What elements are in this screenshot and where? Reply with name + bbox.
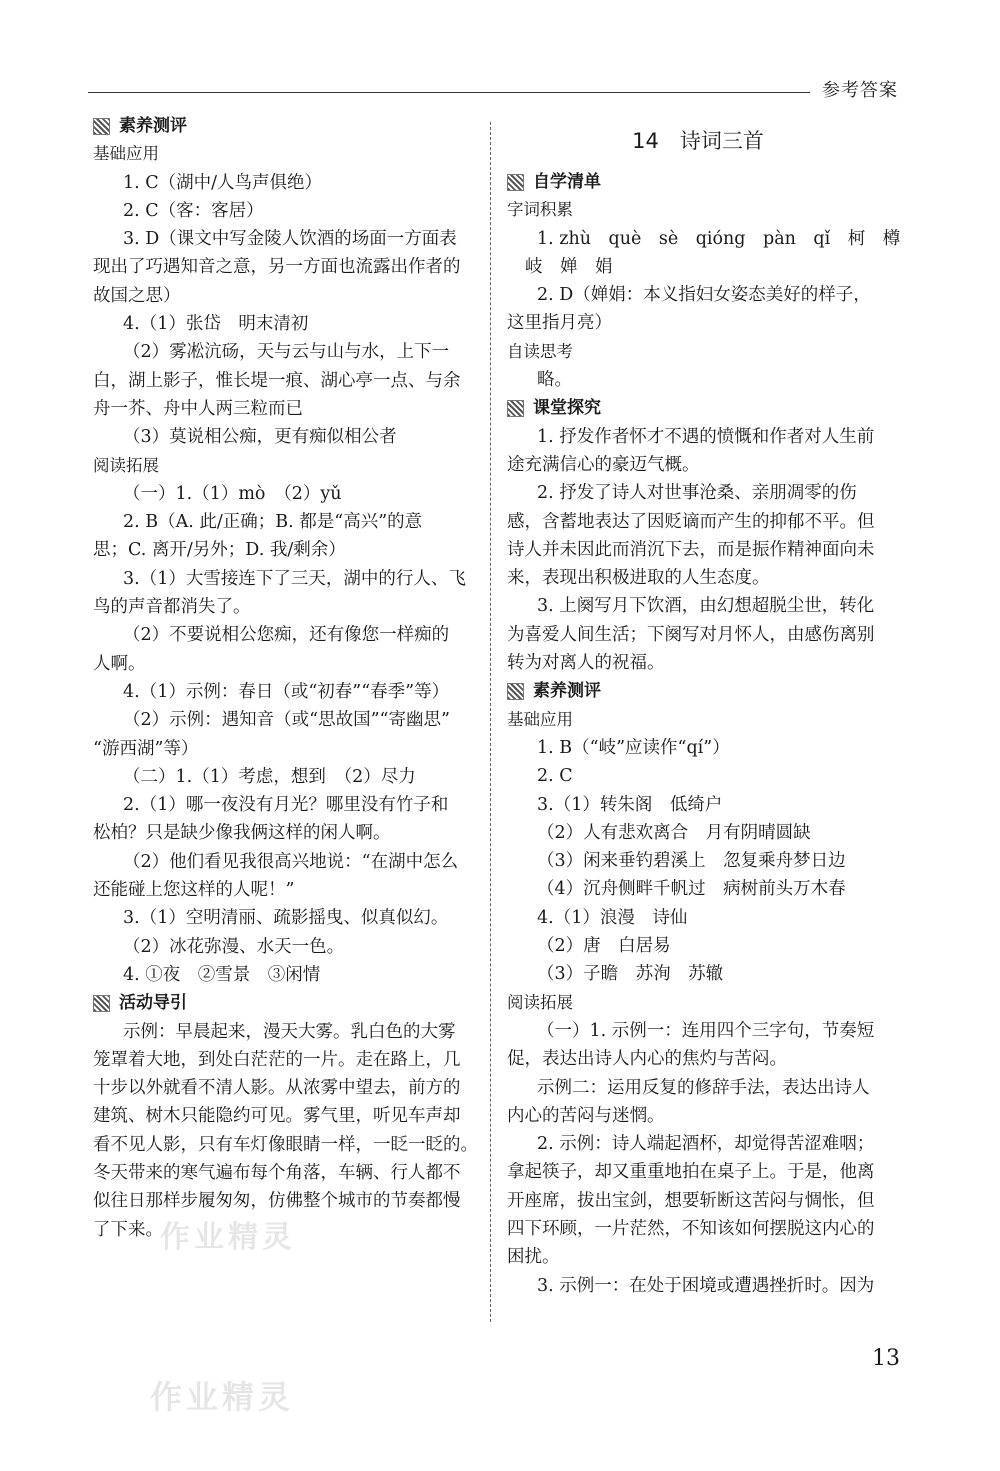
text-line: 3. D（课文中写金陵人饮酒的场面一方面表 bbox=[123, 229, 457, 250]
header-label: 参考答案 bbox=[822, 80, 898, 101]
header-rule bbox=[88, 92, 810, 93]
text-line: 3.（1）空明清丽、疏影摇曳、似真似幻。 bbox=[123, 908, 449, 929]
text-line: （4）沉舟侧畔千帆过 病树前头万木春 bbox=[537, 879, 846, 900]
text-line: 为喜爱人间生活；下阕写对月怀人，由感伤离别 bbox=[507, 624, 875, 645]
text-line: 1. C（湖中/人鸟声俱绝） bbox=[123, 172, 323, 193]
text-line: 感，含蓄地表达了因贬谪而产生的抑郁不平。但 bbox=[507, 511, 875, 532]
section-heading bbox=[93, 989, 475, 1017]
text-line: 现出了巧遇知音之意，另一方面也流露出作者的 bbox=[93, 257, 461, 278]
text-line: 4.（1）浪漫 诗仙 bbox=[537, 907, 688, 928]
text-line: 3.（1）转朱阁 低绮户 bbox=[537, 794, 723, 815]
section-heading-text: 自学清单 bbox=[533, 172, 601, 192]
subsection-label: 基础应用 bbox=[93, 144, 159, 164]
text-line: （一）1.（1）mò （2）yǔ bbox=[123, 483, 342, 504]
text-line: 促，表达出诗人内心的焦灼与苦闷。 bbox=[507, 1049, 787, 1070]
text-line: 松柏？只是缺少像我俩这样的闲人啊。 bbox=[93, 823, 391, 844]
text-line: 还能碰上您这样的人呢！” bbox=[93, 880, 295, 901]
text-line: （一）1. 示例一：连用四个三字句，节奏短 bbox=[537, 1020, 875, 1041]
section-heading-text: 活动导引 bbox=[119, 993, 187, 1014]
text-line: 2. 示例：诗人端起酒杯，却觉得苦涩难咽； bbox=[537, 1134, 875, 1155]
text-line: （3）闲来垂钓碧溪上 忽复乘舟梦日边 bbox=[537, 851, 846, 872]
text-line: 示例二：运用反复的修辞手法，表达出诗人 bbox=[537, 1077, 870, 1098]
subsection-label: 字词积累 bbox=[507, 200, 573, 220]
text-line: （2）他们看见我很高兴地说：“在湖中怎么 bbox=[123, 851, 459, 872]
text-line: 示例：早晨起来，漫天大雾。乳白色的大雾 bbox=[123, 1021, 456, 1042]
text-line: 2.（1）哪一夜没有月光？哪里没有竹子和 bbox=[123, 795, 449, 816]
text-line: 建筑、树木只能隐约可见。雾气里，听见车声却 bbox=[93, 1106, 461, 1127]
section-pattern-icon bbox=[93, 118, 110, 135]
text-line: 内心的苦闷与迷惘。 bbox=[507, 1105, 665, 1126]
text-line: 2. C（客：客居） bbox=[123, 200, 264, 221]
text-line: 2. B（A. 此/正确；B. 都是“高兴”的意 bbox=[123, 512, 423, 533]
text-line: 思；C. 离开/另外；D. 我/剩余） bbox=[93, 540, 346, 561]
text-line: 来，表现出积极进取的人生态度。 bbox=[507, 568, 770, 589]
watermark-text: 作业精灵 bbox=[150, 1378, 295, 1416]
section-heading bbox=[93, 112, 475, 140]
text-line: 白，湖上影子，惟长堤一痕、湖心亭一点、与余 bbox=[93, 370, 461, 391]
text-line: 这里指月亮） bbox=[507, 313, 612, 334]
text-line: （2）唐 白居易 bbox=[537, 936, 671, 957]
text-line: 略。 bbox=[537, 370, 572, 391]
text-line: 四下环顾，一片茫然，不知该如何摆脱这内心的 bbox=[507, 1218, 875, 1239]
text-line: 开座席，拔出宝剑，想要斩断这苦闷与惆怅，但 bbox=[507, 1190, 875, 1211]
text-line: 4. ①夜 ②雪景 ③闲情 bbox=[123, 964, 321, 985]
text-line: 看不见人影，只有车灯像眼睛一样，一眨一眨的。 bbox=[93, 1134, 478, 1155]
text-line: 拿起筷子，却又重重地拍在桌子上。于是，他离 bbox=[507, 1162, 875, 1183]
text-line: 故国之思） bbox=[93, 285, 181, 306]
text-line: （3）子瞻 苏洵 苏辙 bbox=[537, 964, 724, 985]
text-line: 似往日那样步履匆匆，仿佛整个城市的节奏都慢 bbox=[93, 1191, 461, 1212]
text-line: 岐 婵 娟 bbox=[525, 256, 613, 277]
column-divider bbox=[490, 122, 491, 1322]
text-line: 诗人并未因此而消沉下去，而是振作精神面向未 bbox=[507, 539, 875, 560]
text-line: 十步以外就看不清人影。从浓雾中望去，前方的 bbox=[93, 1078, 461, 1099]
text-line: 冬天带来的寒气遍布每个角落，车辆、行人都不 bbox=[93, 1162, 461, 1183]
text-line: 3. 上阕写月下饮酒，由幻想超脱尘世，转化 bbox=[537, 596, 875, 617]
text-line: 3.（1）大雪接连下了三天，湖中的行人、飞 bbox=[123, 568, 466, 589]
text-line: （2）不要说相公您痴，还有像您一样痴的 bbox=[123, 625, 450, 646]
text-line: 舟一芥、舟中人两三粒而已 bbox=[93, 398, 303, 419]
section-heading-text: 素养测评 bbox=[119, 116, 187, 136]
section-pattern-icon bbox=[93, 995, 110, 1012]
text-line: （2）人有悲欢离合 月有阴晴圆缺 bbox=[537, 822, 811, 843]
text-line: 了下来。 bbox=[93, 1219, 163, 1240]
text-line: 2. C bbox=[537, 766, 573, 787]
text-line: （2）示例：遇知音（或“思故国”“寄幽思” bbox=[123, 710, 450, 731]
watermark-text: 作业精灵 bbox=[160, 1220, 296, 1255]
text-line: 人啊。 bbox=[93, 653, 146, 674]
section-pattern-icon bbox=[507, 400, 524, 417]
text-line: （2）雾凇沆砀，天与云与山与水，上下一 bbox=[123, 342, 450, 363]
left-column bbox=[93, 112, 478, 1244]
text-line: 4.（1）示例：春日（或“初春”“春季”等） bbox=[123, 681, 450, 702]
section-heading bbox=[507, 394, 889, 422]
text-line: 3. 示例一：在处于困境或遭遇挫折时。因为 bbox=[537, 1275, 875, 1296]
text-line: （二）1.（1）考虑，想到 （2）尽力 bbox=[123, 766, 416, 787]
subsection-label: 基础应用 bbox=[507, 709, 573, 729]
text-line: 2. 抒发了诗人对世事沧桑、亲朋凋零的伤 bbox=[537, 483, 857, 504]
text-line: 途充满信心的豪迈气概。 bbox=[507, 454, 700, 475]
section-heading bbox=[507, 677, 889, 705]
text-line: 转为对离人的祝福。 bbox=[507, 653, 665, 674]
text-line: （3）莫说相公痴，更有痴似相公者 bbox=[123, 427, 397, 448]
right-column-body bbox=[507, 168, 901, 1300]
page-number: 13 bbox=[872, 1346, 900, 1371]
section-heading-text: 课堂探究 bbox=[533, 398, 601, 419]
lesson-title: 14 诗词三首 bbox=[632, 129, 764, 153]
text-line: 1. 抒发作者怀才不遇的愤慨和作者对人生前 bbox=[537, 426, 875, 447]
subsection-label: 阅读拓展 bbox=[93, 455, 159, 475]
text-line: 鸟的声音都消失了。 bbox=[93, 597, 251, 618]
text-line: “游西湖”等） bbox=[93, 738, 199, 759]
section-heading-text: 素养测评 bbox=[533, 681, 601, 702]
text-line: 4.（1）张岱 明末清初 bbox=[123, 314, 309, 335]
text-line: 困扰。 bbox=[507, 1247, 560, 1268]
right-column bbox=[507, 112, 901, 1300]
section-heading bbox=[507, 168, 889, 196]
subsection-label: 阅读拓展 bbox=[507, 992, 573, 1012]
text-line: （2）冰花弥漫、水天一色。 bbox=[123, 936, 345, 957]
text-line: 1. zhù què sè qióng pàn qǐ 柯 樽 bbox=[537, 228, 901, 249]
section-pattern-icon bbox=[507, 683, 524, 700]
text-line: 2. D（婵娟：本义指妇女姿态美好的样子， bbox=[537, 285, 871, 306]
subsection-label: 自读思考 bbox=[507, 341, 573, 361]
text-line: 1. B（“岐”应读作“qí”） bbox=[537, 737, 730, 758]
section-pattern-icon bbox=[507, 174, 524, 191]
text-line: 笼罩着大地，到处白茫茫的一片。走在路上，几 bbox=[93, 1049, 461, 1070]
